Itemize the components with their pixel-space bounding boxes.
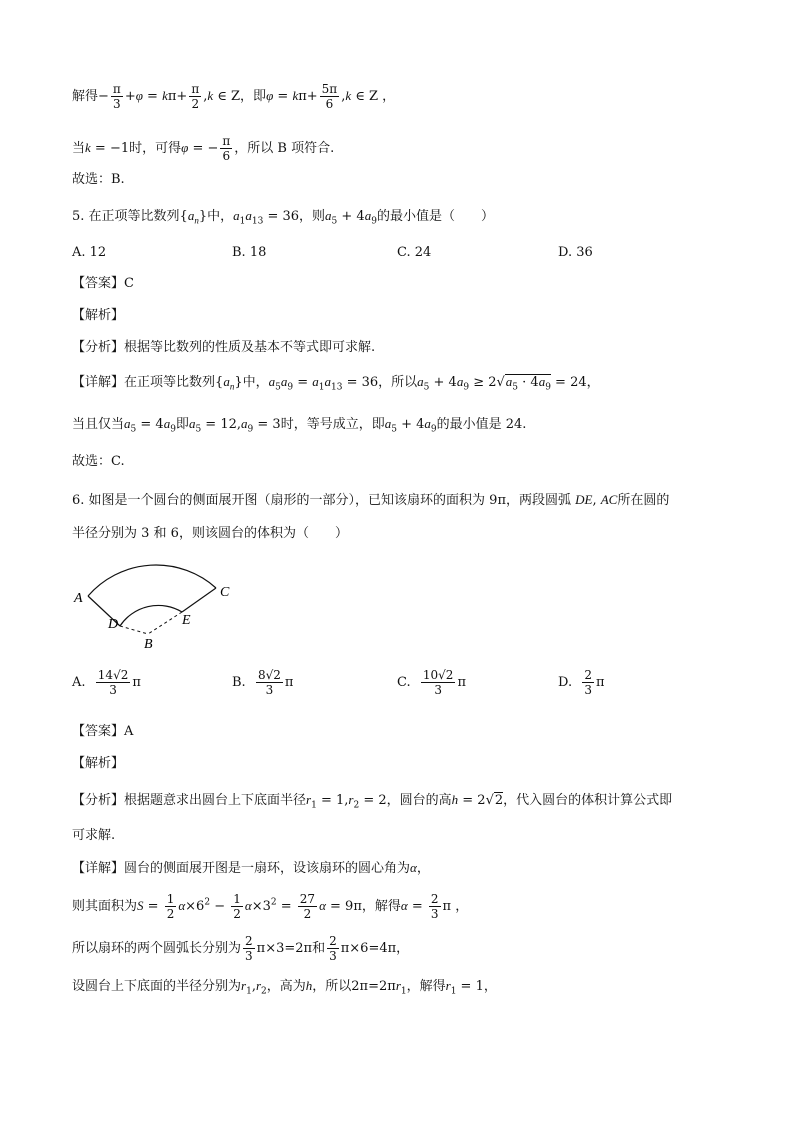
q6-analysis-heading: 【解析】 — [72, 756, 125, 771]
inner-arc-de — [120, 605, 182, 626]
solution-line-2: 当k = −1时，可得φ = − $\frac{\pi}{6}$ ，所以 B 项符合. — [72, 134, 335, 163]
question-6-stem-1: 6. 如图是一个圆台的侧面展开图（扇形的一部分），已知该扇环的面积为 9π，两段圆弧 DE, AC所在圆的 — [72, 492, 670, 508]
q6-option-a[interactable]: A. $\frac{14√2}{3}$ π — [72, 668, 141, 697]
label-e: E — [182, 613, 191, 628]
q6-fenxi-2: 可求解. — [72, 828, 116, 843]
q5-option-a[interactable]: A. 12 — [72, 245, 107, 260]
q6-area-line: 则其面积为S = $\frac{1}{2}$ $\alpha\times 6^2$ − $\frac{1}{2}$ $\alpha\times 3^2$ = $\frac{27}{2}$ α = 9π，解得α = $\frac{2}{3}$ π ， — [72, 892, 469, 921]
question-6-stem-2: 半径分别为 3 和 6，则该圆台的体积为（ ） — [72, 526, 348, 541]
label-a: A — [74, 591, 83, 606]
sector-ring-figure — [72, 554, 242, 650]
q5-option-b[interactable]: B. 18 — [232, 245, 267, 260]
q5-fenxi: 【分析】根据等比数列的性质及基本不等式即可求解. — [72, 340, 376, 355]
label-c: C — [220, 585, 230, 600]
q6-arc-line: 所以扇环的两个圆弧长分别为 $\frac{2}{3}$ π×3=2π和 $\frac{2}{3}$ π×6=4π， — [72, 934, 410, 963]
q5-xiangjie: 【详解】在正项等比数列$\{a_n\}$中，$a_5a_9 = a_1a_{13} = 36$，所以$a_5 + 4a_9 \ge 2√a_5 \cdot 4a_9 = 24$， — [72, 374, 600, 393]
outer-arc-ac — [88, 565, 216, 596]
q6-fenxi-1: 【分析】根据题意求出圆台上下底面半径$r_1 = 1,r_2 = 2$，圆台的高h = 2√2，代入圆台的体积计算公式即 — [72, 792, 673, 811]
q5-option-c[interactable]: C. 24 — [397, 245, 432, 260]
q6-radius-line: 设圆台上下底面的半径分别为$r_1,r_2$，高为h，所以$2\pi=2\pi r_1$，解得$r_1 = 1$， — [72, 978, 497, 997]
q6-answer: 【答案】A — [72, 724, 134, 739]
q6-option-c[interactable]: C. $\frac{10√2}{3}$ π — [397, 668, 466, 697]
q5-analysis-heading: 【解析】 — [72, 308, 125, 323]
q5-equality-condition: 当且仅当$a_5 = 4a_9$即$a_5 = 12,a_9 = 3$时，等号成立，即$a_5 + 4a_9$的最小值是 24. — [72, 416, 527, 435]
segment-ce — [182, 588, 216, 612]
label-b: B — [144, 637, 153, 650]
q5-option-d[interactable]: D. 36 — [558, 245, 593, 260]
q6-option-b[interactable]: B. $\frac{8√2}{3}$ π — [232, 668, 294, 697]
dashed-eb — [148, 612, 182, 634]
q6-xiangjie-1: 【详解】圆台的侧面展开图是一扇环，设该扇环的圆心角为α， — [72, 860, 430, 876]
q5-answer: 【答案】C — [72, 276, 134, 291]
answer-choice-line: 故选：B. — [72, 172, 125, 187]
dashed-db — [120, 626, 148, 634]
q6-option-d[interactable]: D. $\frac{2}{3}$ π — [558, 668, 605, 697]
solution-line-1: 解得− $\frac{\pi}{3}$ +φ = kπ+ $\frac{\pi}{2}$ ,k ∈ Z，即φ = kπ+ $\frac{5\pi}{6}$ ,k ∈ Z ， — [72, 82, 396, 111]
question-5-stem: 5. 在正项等比数列$\{a_n\}$中，$a_1a_{13} = 36$，则$a_5 + 4a_9$的最小值是（ ） — [72, 208, 494, 227]
label-d: D — [108, 617, 119, 632]
q5-choice: 故选：C. — [72, 454, 125, 469]
